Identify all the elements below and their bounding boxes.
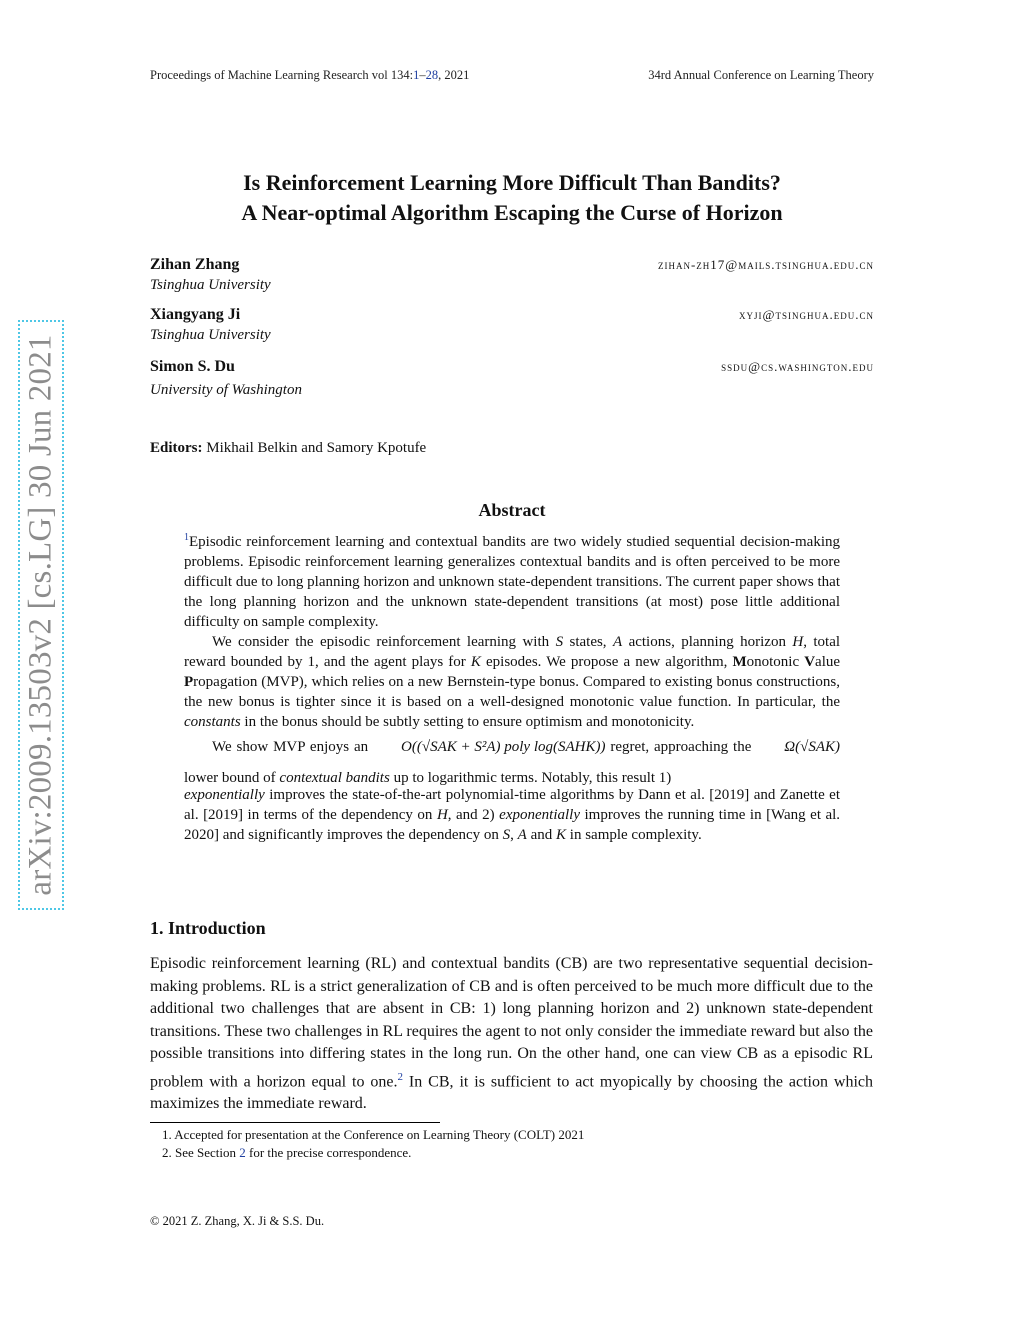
- editors-line: [150, 440, 426, 457]
- editors-names: Mikhail Belkin and Samory Kpotufe: [206, 440, 427, 456]
- author-affiliation: University of Washington: [150, 382, 302, 398]
- arxiv-identifier: arXiv:2009.13503v2 [cs.LG] 30 Jun 2021: [22, 334, 59, 896]
- paper-title-line-1: Is Reinforcement Learning More Difficult Than Bandits?: [243, 170, 781, 195]
- author-name: Xiangyang Ji: [150, 306, 241, 323]
- first-page-link[interactable]: 1: [413, 68, 420, 82]
- intro-paragraph: Episodic reinforcement learning (RL) and contextual bandits (CB) are two representative sequential decision-making problems. RL is a strict generalization of CB and is often perceived to be much more difficult due to the additional two challenges that are absent in CB: 1) long planning horizon and 2) unknown state-dependent transitions. These two challenges in RL requires the agent to not only consider the immediate reward but also the possible transitions into differing states in the long run. On the other hand, one can view CB as a episodic RL problem with a horizon equal to one.$^2$ In CB, it is sufficient to act myopically by choosing the action which maximizes the immediate reward.: [150, 955, 873, 1113]
- regret-formula: O((√SAK + S²A) poly log(SAHK)): [401, 739, 606, 755]
- section-heading: 1. Introduction: [150, 918, 266, 938]
- editors-label: Editors:: [150, 440, 203, 456]
- author-email[interactable]: ssdu@cs.washington.edu: [721, 359, 874, 374]
- copyright-notice: © 2021 Z. Zhang, X. Ji & S.S. Du.: [150, 1214, 325, 1228]
- running-header-left: Proceedings of Machine Learning Research vol 134:1–28, 2021: [150, 68, 470, 82]
- footnote: 2. See Section 2 for the precise correspondence.: [162, 1145, 412, 1160]
- running-header-right: 34rd Annual Conference on Learning Theory: [648, 68, 874, 82]
- abstract-paragraph: We show MVP enjoys an O((√SAK + S²A) poly log(SAHK)) regret, approaching the Ω(√SAK) lower bound of contextual bandits up to logarithmic terms. Notably, this result 1): [184, 732, 840, 794]
- author-affiliation: Tsinghua University: [150, 327, 271, 343]
- abstract-paragraph-continued: exponentially improves the state-of-the-art polynomial-time algorithms by Dann et al. [2019] and Zanette et al. [2019] in terms of the dependency on H, and 2) exponentially improves the running time in [Wang et al. 2020] and significantly improves the dependency on S, A and K in sample complexity.: [184, 787, 841, 843]
- arxiv-stamp[interactable]: [18, 320, 64, 910]
- footnote-marker-link[interactable]: 2: [397, 1070, 403, 1083]
- abstract-paragraph: We consider the episodic reinforcement learning with S states, A actions, planning horizon H, total reward bounded by 1, and the agent plays for K episodes. We propose a new algorithm, Monotonic Value Propagation (MVP), which relies on a new Bernstein-type bonus. Compared to existing bonus constructions, the new bonus is tighter since it is based on a well-designed monotonic value function. In particular, the constants in the bonus should be subtly setting to ensure optimism and monotonicity.: [184, 634, 841, 730]
- last-page-link[interactable]: 28: [425, 68, 439, 82]
- abstract-body: [184, 528, 840, 845]
- author-affiliation: Tsinghua University: [150, 277, 271, 293]
- author-email[interactable]: zihan-zh17@mails.tsinghua.edu.cn: [657, 257, 874, 272]
- author-email[interactable]: xyji@tsinghua.edu.cn: [739, 307, 874, 322]
- footnote: 1. Accepted for presentation at the Conference on Learning Theory (COLT) 2021: [162, 1127, 585, 1142]
- lower-bound-formula: Ω(√SAK): [784, 739, 840, 755]
- abstract-heading: Abstract: [478, 500, 546, 520]
- author-name: Zihan Zhang: [150, 256, 240, 273]
- author-name: Simon S. Du: [150, 358, 235, 375]
- paper-title-line-2: A Near-optimal Algorithm Escaping the Curse of Horizon: [241, 200, 783, 225]
- footnote-divider: [150, 1122, 440, 1123]
- section-link[interactable]: 2: [239, 1145, 246, 1160]
- abstract-paragraph: $^1$Episodic reinforcement learning and contextual bandits are two widely studied sequential decision-making problems. Episodic reinforcement learning generalizes contextual bandits and is often perceived to be more difficult due to long planning horizon and unknown state-dependent transitions. The current paper shows that the long planning horizon and the unknown state-dependent transitions (at most) pose little additional difficulty on sample complexity.: [184, 532, 840, 630]
- footnote-marker-link[interactable]: 1: [184, 532, 189, 543]
